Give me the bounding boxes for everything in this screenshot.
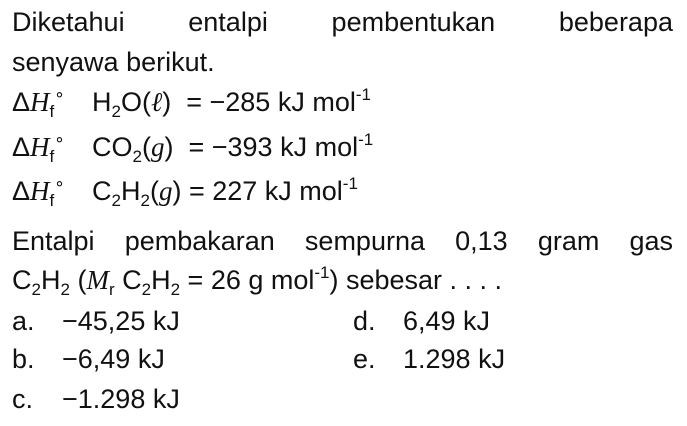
- question-line-1: [12, 225, 673, 257]
- delta-h-label: $\Delta H_f^\circ$: [12, 174, 65, 210]
- option-value: −6,49 kJ: [62, 344, 165, 374]
- enthalpy-value: = −393 kJ mol$^{-1}$: [188, 130, 374, 162]
- answer-option-b[interactable]: [12, 343, 165, 375]
- answer-option-e[interactable]: [353, 343, 505, 375]
- option-letter: b.: [12, 344, 35, 374]
- option-value: −1.298 kJ: [62, 384, 180, 414]
- enthalpy-value: = −285 kJ mol$^{-1}$: [186, 85, 371, 117]
- option-value: 6,49 kJ: [403, 306, 491, 336]
- option-letter: c.: [12, 384, 34, 414]
- intro-word: entalpi: [188, 7, 268, 37]
- option-letter: a.: [12, 306, 35, 336]
- question-word: 0,13: [455, 226, 508, 256]
- answer-option-d[interactable]: [353, 305, 490, 337]
- answer-option-a[interactable]: [12, 305, 180, 337]
- option-letter: d.: [353, 306, 376, 336]
- enthalpy-value: = 227 kJ mol$^{-1}$: [188, 174, 358, 206]
- intro-line-2: senyawa berikut.: [12, 47, 215, 77]
- delta-h-label: $\Delta H_f^\circ$: [12, 85, 65, 121]
- answer-option-c[interactable]: [12, 383, 180, 415]
- question-word: sempurna: [304, 226, 425, 256]
- compound-formula: $CO_2(g)$: [92, 132, 174, 166]
- question-word: gram: [537, 226, 600, 256]
- question-line-2: $C_2H_2$ ($M_r$ $C_2H_2 = 26$ g mol$^{-1}$) sebesar . . . .: [12, 263, 503, 299]
- compound-formula: $H_2O(\ell)$: [92, 87, 172, 121]
- intro-word: pembentukan: [331, 7, 496, 37]
- formation-enthalpy-row: [12, 85, 371, 121]
- intro-line-1: [12, 6, 673, 38]
- question-word: pembakaran: [124, 226, 275, 256]
- question-word: gas: [629, 226, 673, 256]
- question-word: Entalpi: [12, 226, 95, 256]
- option-letter: e.: [353, 344, 376, 374]
- formation-enthalpy-row: [12, 174, 358, 210]
- option-value: 1.298 kJ: [403, 344, 506, 374]
- delta-h-label: $\Delta H_f^\circ$: [12, 130, 65, 166]
- option-value: −45,25 kJ: [62, 306, 180, 336]
- intro-word: Diketahui: [12, 7, 125, 37]
- compound-formula: $C_2H_2(g)$: [92, 176, 182, 210]
- intro-word: beberapa: [558, 7, 673, 37]
- formation-enthalpy-row: [12, 130, 374, 166]
